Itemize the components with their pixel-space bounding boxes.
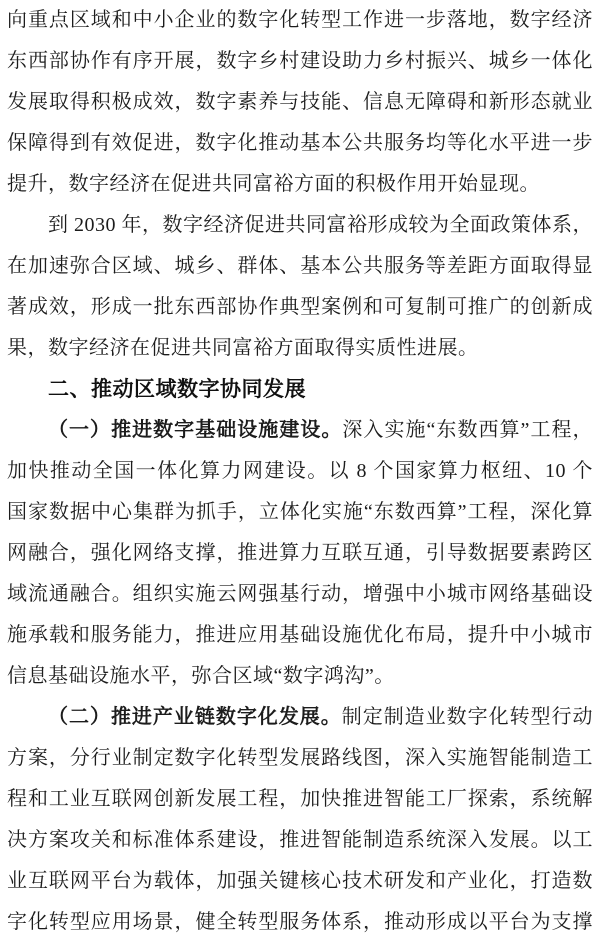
paragraph-3 xyxy=(7,410,593,697)
section-lead: （一）推进数字基础设施建设。 xyxy=(48,419,343,441)
text-line: 信息基础设施水平，弥合区域“数字鸿沟”。 xyxy=(7,665,395,687)
text-line: 加快推动全国一体化算力网建设。以 8 个国家算力枢纽、10 个 xyxy=(7,460,593,482)
text-line: 业互联网平台为载体，加强关键核心技术研发和产业化，打造数 xyxy=(7,870,593,892)
section-heading: 二、推动区域数字协同发展 xyxy=(48,378,306,401)
text-line: 施承载和服务能力，推进应用基础设施优化布局，提升中小城市 xyxy=(7,624,593,646)
text-line: 域流通融合。组织实施云网强基行动，增强中小城市网络基础设 xyxy=(7,583,593,605)
text-line: 提升，数字经济在促进共同富裕方面的积极作用开始显现。 xyxy=(7,173,540,195)
text-line: 发展取得积极成效，数字素养与技能、信息无障碍和新形态就业 xyxy=(7,91,593,113)
text-line: 向重点区域和中小企业的数字化转型工作进一步落地，数字经济 xyxy=(7,9,593,31)
text-line: 程和工业互联网创新发展工程，加快推进智能工厂探索，系统解 xyxy=(7,788,593,810)
text-line xyxy=(7,410,593,451)
paragraph-2 xyxy=(7,205,593,369)
text-line: 字化转型应用场景，健全转型服务体系，推动形成以平台为支撑 xyxy=(7,911,593,933)
text-line: 在加速弥合区域、城乡、群体、基本公共服务等差距方面取得显 xyxy=(7,255,593,277)
line-text: 制定制造业数字化转型行动 xyxy=(341,706,593,728)
section-lead: （二）推进产业链数字化发展。 xyxy=(48,706,342,728)
text-line: 到 2030 年，数字经济促进共同富裕形成较为全面政策体系， xyxy=(48,214,593,236)
paragraph-1 xyxy=(7,0,593,205)
text-line: 保障得到有效促进，数字化推动基本公共服务均等化水平进一步 xyxy=(7,132,593,154)
text-line: 著成效，形成一批东西部协作典型案例和可复制可推广的创新成 xyxy=(7,296,593,318)
text-line: 国家数据中心集群为抓手，立体化实施“东数西算”工程，深化算 xyxy=(7,501,593,523)
text-line xyxy=(7,697,593,738)
text-line: 果，数字经济在促进共同富裕方面取得实质性进展。 xyxy=(7,337,479,359)
paragraph-4 xyxy=(7,697,593,938)
text-line: 网融合，强化网络支撑，推进算力互联互通，引导数据要素跨区 xyxy=(7,542,593,564)
line-text: 深入实施“东数西算”工程， xyxy=(342,419,593,441)
text-line: 方案，分行业制定数字化转型发展路线图，深入实施智能制造工 xyxy=(7,747,593,769)
text-line: 东西部协作有序开展，数字乡村建设助力乡村振兴、城乡一体化 xyxy=(7,50,593,72)
text-line: 决方案攻关和标准体系建设，推进智能制造系统深入发展。以工 xyxy=(7,829,593,851)
